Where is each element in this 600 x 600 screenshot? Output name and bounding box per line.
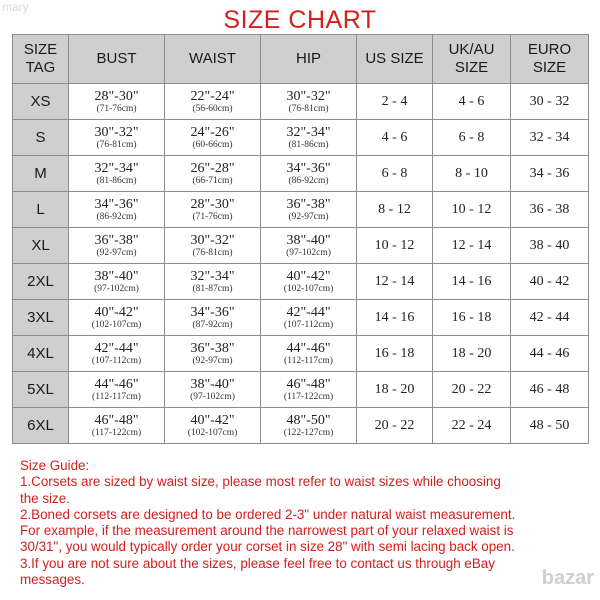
euro-size-cell: 32 - 34 xyxy=(511,120,589,156)
bust-inches: 40"-42" xyxy=(94,304,139,320)
uk-au-size-cell: 18 - 20 xyxy=(433,336,511,372)
column-header-euro-size: EURO SIZE xyxy=(511,35,589,84)
waist-inches: 28"-30" xyxy=(190,196,235,212)
hip-inches: 42"-44" xyxy=(286,304,331,320)
bust-cell xyxy=(69,120,165,156)
waist-inches: 40"-42" xyxy=(190,412,235,428)
page-title: SIZE CHART xyxy=(223,6,377,34)
size-guide-line: messages. xyxy=(20,572,85,588)
waist-cm: (81-87cm) xyxy=(192,283,233,294)
waist-cm: (87-92cm) xyxy=(192,319,233,330)
size-tag-cell: M xyxy=(13,156,69,192)
column-header-hip: HIP xyxy=(261,35,357,84)
waist-cm: (56-60cm) xyxy=(192,103,233,114)
column-header-bust: BUST xyxy=(69,35,165,84)
size-guide-heading: Size Guide: xyxy=(20,458,90,473)
hip-cell xyxy=(261,264,357,300)
waist-cell xyxy=(165,84,261,120)
bust-cell xyxy=(69,372,165,408)
waist-cell xyxy=(165,408,261,444)
euro-size-cell: 30 - 32 xyxy=(511,84,589,120)
bust-cm: (81-86cm) xyxy=(96,175,137,186)
hip-inches: 44"-46" xyxy=(286,340,331,356)
hip-cell xyxy=(261,156,357,192)
waist-cm: (60-66cm) xyxy=(192,139,233,150)
bust-cm: (97-102cm) xyxy=(94,283,139,294)
size-guide-line: 1.Corsets are sized by waist size, please most refer to waist sizes while choosing xyxy=(20,474,501,490)
size-chart-table xyxy=(12,34,589,444)
bust-cell xyxy=(69,156,165,192)
bust-inches: 42"-44" xyxy=(94,340,139,356)
table-row xyxy=(13,156,589,192)
hip-cell xyxy=(261,84,357,120)
table-row xyxy=(13,408,589,444)
euro-size-cell: 42 - 44 xyxy=(511,300,589,336)
us-size-cell: 10 - 12 xyxy=(357,228,433,264)
size-guide-line: For example, if the measurement around the narrowest part of your relaxed waist is xyxy=(20,523,514,539)
hip-inches: 38"-40" xyxy=(286,232,331,248)
size-tag-cell: 5XL xyxy=(13,372,69,408)
us-size-cell: 16 - 18 xyxy=(357,336,433,372)
us-size-cell: 4 - 6 xyxy=(357,120,433,156)
bust-inches: 38"-40" xyxy=(94,268,139,284)
waist-cell xyxy=(165,228,261,264)
bust-inches: 46"-48" xyxy=(94,412,139,428)
size-tag-cell: L xyxy=(13,192,69,228)
watermark-text: mary xyxy=(2,0,29,14)
uk-au-size-cell: 14 - 16 xyxy=(433,264,511,300)
hip-cm: (92-97cm) xyxy=(288,211,329,222)
waist-inches: 34"-36" xyxy=(190,304,235,320)
bust-cm: (107-112cm) xyxy=(91,355,142,366)
hip-cm: (122-127cm) xyxy=(283,427,334,438)
waist-cm: (102-107cm) xyxy=(187,427,238,438)
size-tag-cell: 4XL xyxy=(13,336,69,372)
bust-cell xyxy=(69,336,165,372)
hip-inches: 48"-50" xyxy=(286,412,331,428)
size-tag-cell: XS xyxy=(13,84,69,120)
uk-au-size-cell: 6 - 8 xyxy=(433,120,511,156)
us-size-cell: 8 - 12 xyxy=(357,192,433,228)
table-row xyxy=(13,264,589,300)
bust-cm: (117-122cm) xyxy=(91,427,142,438)
bust-cm: (86-92cm) xyxy=(96,211,137,222)
us-size-cell: 14 - 16 xyxy=(357,300,433,336)
hip-inches: 30"-32" xyxy=(286,88,331,104)
uk-au-size-cell: 10 - 12 xyxy=(433,192,511,228)
waist-cell xyxy=(165,300,261,336)
euro-size-cell: 34 - 36 xyxy=(511,156,589,192)
waist-cell xyxy=(165,156,261,192)
hip-cell xyxy=(261,192,357,228)
uk-au-size-cell: 22 - 24 xyxy=(433,408,511,444)
table-row xyxy=(13,336,589,372)
hip-cell xyxy=(261,120,357,156)
waist-inches: 30"-32" xyxy=(190,232,235,248)
size-guide-line: the size. xyxy=(20,490,70,506)
size-tag-cell: XL xyxy=(13,228,69,264)
bust-cm: (76-81cm) xyxy=(96,139,137,150)
column-header-us-size: US SIZE xyxy=(357,35,433,84)
bust-cell xyxy=(69,408,165,444)
uk-au-size-cell: 16 - 18 xyxy=(433,300,511,336)
bust-cell xyxy=(69,300,165,336)
waist-inches: 32"-34" xyxy=(190,268,235,284)
column-header-size-tag: SIZE TAG xyxy=(13,35,69,84)
hip-cell xyxy=(261,408,357,444)
euro-size-cell: 38 - 40 xyxy=(511,228,589,264)
bust-inches: 28"-30" xyxy=(94,88,139,104)
bust-cell xyxy=(69,192,165,228)
waist-cell xyxy=(165,192,261,228)
table-row xyxy=(13,372,589,408)
hip-cm: (117-122cm) xyxy=(283,391,334,402)
euro-size-cell: 40 - 42 xyxy=(511,264,589,300)
bust-inches: 36"-38" xyxy=(94,232,139,248)
size-guide-line: 3.If you are not sure about the sizes, please feel free to contact us through eBay xyxy=(20,555,495,571)
waist-cell xyxy=(165,336,261,372)
size-tag-cell: 6XL xyxy=(13,408,69,444)
hip-cell xyxy=(261,336,357,372)
bust-inches: 34"-36" xyxy=(94,196,139,212)
table-header-row xyxy=(13,35,589,84)
euro-size-cell: 36 - 38 xyxy=(511,192,589,228)
euro-size-cell: 48 - 50 xyxy=(511,408,589,444)
bust-inches: 30"-32" xyxy=(94,124,139,140)
column-header-uk-au-size: UK/AU SIZE xyxy=(433,35,511,84)
hip-cell xyxy=(261,228,357,264)
us-size-cell: 6 - 8 xyxy=(357,156,433,192)
waist-cm: (71-76cm) xyxy=(192,211,233,222)
bust-inches: 44"-46" xyxy=(94,376,139,392)
waist-inches: 24"-26" xyxy=(190,124,235,140)
euro-size-cell: 44 - 46 xyxy=(511,336,589,372)
size-guide-line: 2.Boned corsets are designed to be ordered 2-3" under natural waist measurement. xyxy=(20,506,516,522)
waist-cell xyxy=(165,120,261,156)
waist-cm: (76-81cm) xyxy=(192,247,233,258)
uk-au-size-cell: 4 - 6 xyxy=(433,84,511,120)
hip-cm: (76-81cm) xyxy=(288,103,329,114)
us-size-cell: 18 - 20 xyxy=(357,372,433,408)
size-guide xyxy=(20,458,586,588)
bust-cm: (71-76cm) xyxy=(96,103,137,114)
hip-cell xyxy=(261,372,357,408)
hip-cm: (86-92cm) xyxy=(288,175,329,186)
hip-inches: 36"-38" xyxy=(286,196,331,212)
uk-au-size-cell: 20 - 22 xyxy=(433,372,511,408)
size-tag-cell: S xyxy=(13,120,69,156)
hip-inches: 32"-34" xyxy=(286,124,331,140)
bust-cell xyxy=(69,228,165,264)
bust-cm: (92-97cm) xyxy=(96,247,137,258)
waist-inches: 36"-38" xyxy=(190,340,235,356)
us-size-cell: 12 - 14 xyxy=(357,264,433,300)
waist-inches: 38"-40" xyxy=(190,376,235,392)
bust-cell xyxy=(69,264,165,300)
table-row xyxy=(13,300,589,336)
euro-size-cell: 46 - 48 xyxy=(511,372,589,408)
waist-cell xyxy=(165,264,261,300)
table-row xyxy=(13,192,589,228)
hip-cm: (107-112cm) xyxy=(283,319,334,330)
hip-cm: (81-86cm) xyxy=(288,139,329,150)
bust-cm: (112-117cm) xyxy=(92,391,141,402)
table-row xyxy=(13,228,589,264)
hip-cm: (97-102cm) xyxy=(286,247,331,258)
hip-inches: 46"-48" xyxy=(286,376,331,392)
bust-cm: (102-107cm) xyxy=(91,319,142,330)
column-header-waist: WAIST xyxy=(165,35,261,84)
hip-inches: 40"-42" xyxy=(286,268,331,284)
waist-inches: 26"-28" xyxy=(190,160,235,176)
hip-cell xyxy=(261,300,357,336)
hip-cm: (102-107cm) xyxy=(283,283,334,294)
us-size-cell: 2 - 4 xyxy=(357,84,433,120)
size-tag-cell: 3XL xyxy=(13,300,69,336)
bust-cell xyxy=(69,84,165,120)
table-row xyxy=(13,84,589,120)
waist-cm: (97-102cm) xyxy=(190,391,235,402)
hip-inches: 34"-36" xyxy=(286,160,331,176)
brand-watermark: bazar xyxy=(541,567,594,589)
table-row xyxy=(13,120,589,156)
us-size-cell: 20 - 22 xyxy=(357,408,433,444)
bust-inches: 32"-34" xyxy=(94,160,139,176)
uk-au-size-cell: 12 - 14 xyxy=(433,228,511,264)
hip-cm: (112-117cm) xyxy=(284,355,333,366)
waist-cm: (66-71cm) xyxy=(192,175,233,186)
size-tag-cell: 2XL xyxy=(13,264,69,300)
waist-cm: (92-97cm) xyxy=(192,355,233,366)
size-guide-line: 30/31", you would typically order your corset in size 28" with semi lacing back open. xyxy=(20,539,515,555)
waist-inches: 22"-24" xyxy=(190,88,235,104)
uk-au-size-cell: 8 - 10 xyxy=(433,156,511,192)
waist-cell xyxy=(165,372,261,408)
